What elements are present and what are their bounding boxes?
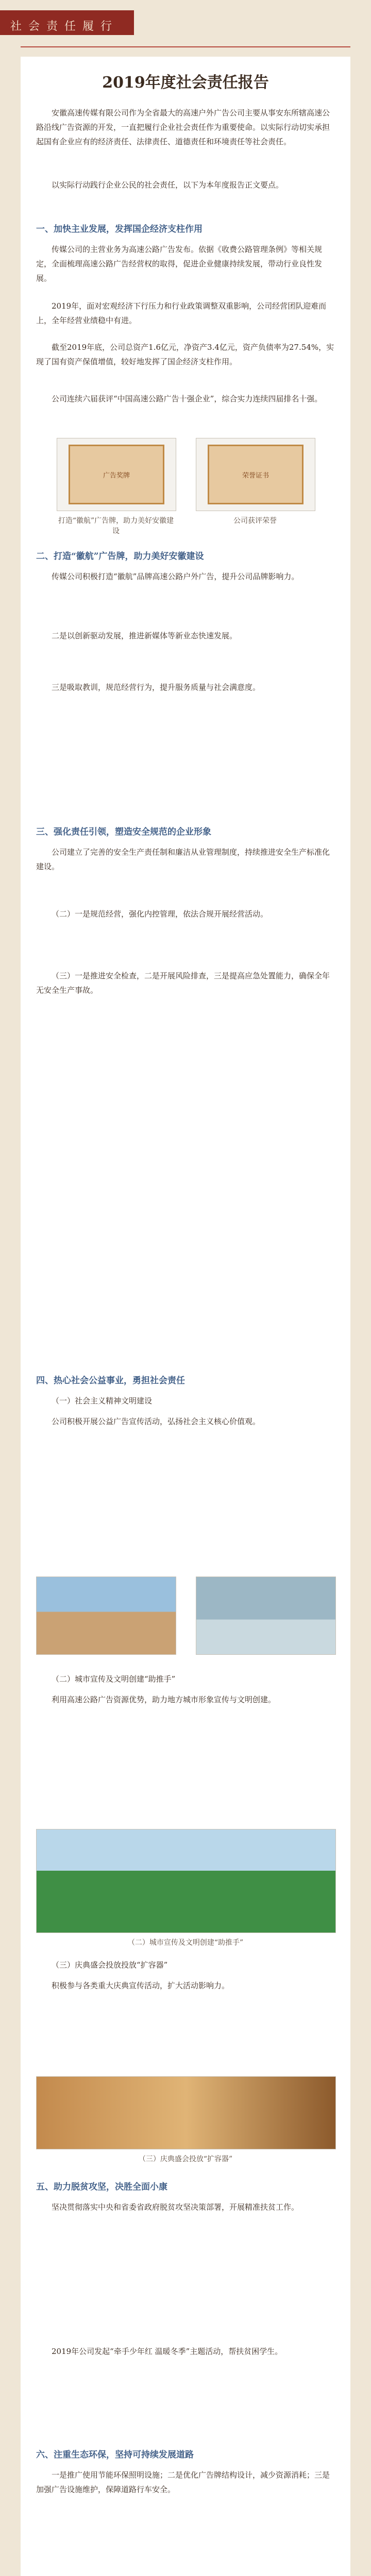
s1-para-1: 传媒公司的主营业务为高速公路广告发布。依据《收费公路管理条例》等相关规定，全面梳理高速公路广告经营权的取得，促进企业健康持续发展，带动行业良性发展。 <box>36 245 323 283</box>
trophy-icon: 广告奖牌 <box>69 445 164 504</box>
kids-event-image <box>36 1829 336 1933</box>
s4-para-3: （二）城市宣传及文明创建“助推手” <box>52 1674 176 1684</box>
intro-para-2: 以实际行动践行企业公民的社会责任，以下为本年度报告正文要点。 <box>52 180 284 190</box>
kids-image-caption: （二）城市宣传及文明创建“助推手” <box>127 1939 244 1947</box>
header-tag: 社 会 责 任 履 行 <box>10 20 113 33</box>
report-paper <box>21 57 350 2576</box>
s3-para-3: （三）一是推进安全检查，二是开展风险排查，三是提高应急处置能力，确保全年无安全生产事故。 <box>36 971 330 995</box>
s1-para-2: 2019年，面对宏观经济下行压力和行业政策调整双重影响，公司经营团队迎难而上，全年经营业绩稳中有进。 <box>36 301 327 325</box>
s2-para-2: 二是以创新驱动发展，推进新媒体等新业态快速发展。 <box>52 631 238 640</box>
s4-para-6: 积极参与各类重大庆典宣传活动，扩大活动影响力。 <box>52 1981 230 1990</box>
s5-para-1: 坚决贯彻落实中央和省委省政府脱贫攻坚决策部署，开展精准扶贫工作。 <box>52 2202 299 2212</box>
food-banner-image <box>36 2076 336 2149</box>
s6-para-1: 一是推广使用节能环保照明设施；二是优化广告牌结构设计，减少资源消耗；三是加强广告设施维护，保障道路行车安全。 <box>36 2470 330 2494</box>
food-image-caption: （三）庆典盛会投放“扩容器” <box>138 2155 233 2163</box>
billboard-image-2 <box>196 1577 336 1655</box>
section-6-title: 六、注重生态环保，坚持可持续发展道路 <box>36 2450 194 2460</box>
section-5-title: 五、助力脱贫攻坚，决胜全面小康 <box>36 2182 167 2192</box>
s3-para-1: 公司建立了完善的安全生产责任制和廉洁从业管理制度，持续推进安全生产标准化建设。 <box>36 848 330 871</box>
report-title: 2019年度社会责任报告 <box>102 74 269 92</box>
award-image-right <box>196 438 315 511</box>
s4-para-2: 公司积极开展公益广告宣传活动，弘扬社会主义核心价值观。 <box>52 1417 261 1426</box>
section-3-title: 三、强化责任引领，塑造安全规范的企业形象 <box>36 827 211 837</box>
section-2-title: 二、打造“徽航”广告牌，助力美好安徽建设 <box>36 551 204 562</box>
certificate-icon: 荣誉证书 <box>208 445 303 504</box>
award-caption-right: 公司获评荣誉 <box>233 517 277 525</box>
s4-para-4: 利用高速公路广告资源优势，助力地方城市形象宣传与文明创建。 <box>52 1695 276 1704</box>
section-4-title: 四、热心社会公益事业，勇担社会责任 <box>36 1376 185 1386</box>
s2-para-1: 传媒公司积极打造“徽航”品牌高速公路户外广告，提升公司品牌影响力。 <box>52 572 299 581</box>
top-divider <box>21 46 350 47</box>
s1-para-3: 截至2019年底，公司总资产1.6亿元，净资产3.4亿元，资产负债率为27.54%，实现了国有资产保值增值，较好地发挥了国企经济支柱作用。 <box>36 343 334 366</box>
s4-para-5: （三）庆典盛会投放投放“扩容器” <box>52 1960 168 1970</box>
award-image-left <box>57 438 176 511</box>
s3-para-2: （二）一是规范经营，强化内控管理，依法合规开展经营活动。 <box>52 909 268 919</box>
s5-para-2: 2019年公司发起“牵手少年红 温暖冬季”主题活动，帮扶贫困学生。 <box>52 2347 283 2356</box>
billboard-image-1 <box>36 1577 176 1655</box>
s2-para-3: 三是吸取教训，规范经营行为，提升服务质量与社会满意度。 <box>52 683 261 692</box>
s1-para-4: 公司连续六届获评“中国高速公路广告十强企业”，综合实力连续四届排名十强。 <box>52 394 323 403</box>
section-1-title: 一、加快主业发展，发挥国企经济支柱作用 <box>36 224 203 234</box>
intro-para-1: 安徽高速传媒有限公司作为全省最大的高速户外广告公司主要从事安东所辖高速公路沿线广告资源的开发，一直把履行企业社会责任作为重要使命。以实际行动切实承担起国有企业应有的经济责任、法律责任、道德责任和环境责任等社会责任。 <box>36 108 330 146</box>
award-caption-left: 打造“徽航”广告牌，助力美好安徽建设 <box>58 517 174 535</box>
s4-para-1: （一）社会主义精神文明建设 <box>52 1396 153 1405</box>
